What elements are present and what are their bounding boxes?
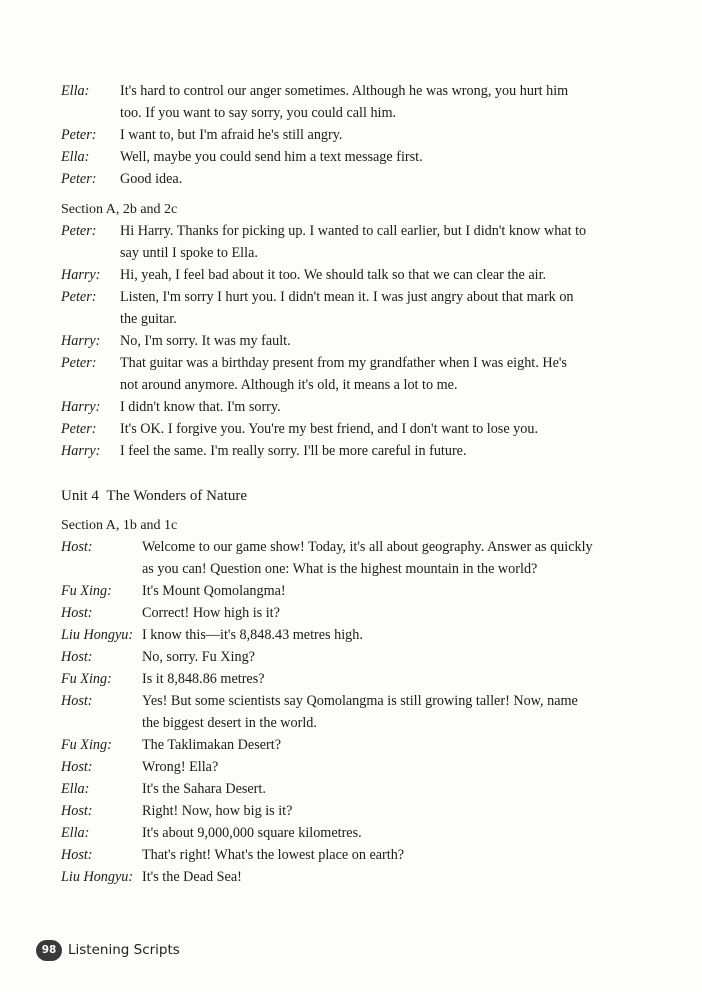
speaker-label: Host:	[61, 759, 93, 775]
speaker-label: Ella:	[61, 781, 90, 797]
speaker-label: Peter:	[61, 223, 97, 239]
speaker-label: Harry:	[61, 333, 101, 349]
dialogue-line: Right! Now, how big is it?	[142, 803, 293, 819]
speaker-label: Liu Hongyu:	[61, 869, 134, 885]
section-heading: Section A, 2b and 2c	[61, 202, 178, 217]
dialogue-line: Listen, I'm sorry I hurt you. I didn't mean it. I was just angry about that mark on	[120, 289, 574, 305]
dialogue-line: The Taklimakan Desert?	[142, 737, 281, 753]
page-footer	[36, 939, 180, 961]
dialogue-line: It's about 9,000,000 square kilometres.	[142, 825, 362, 841]
dialogue-line: Welcome to our game show! Today, it's all about geography. Answer as quickly	[142, 539, 593, 555]
speaker-label: Peter:	[61, 421, 97, 437]
speaker-label: Ella:	[61, 149, 90, 165]
dialogue-line: No, I'm sorry. It was my fault.	[120, 333, 291, 349]
dialogue-line: It's Mount Qomolangma!	[142, 583, 286, 599]
dialogue-line: Yes! But some scientists say Qomolangma is still growing taller! Now, name	[142, 693, 578, 709]
speaker-label: Peter:	[61, 127, 97, 143]
dialogue-line: I know this—it's 8,848.43 metres high.	[142, 627, 363, 643]
section-heading: Section A, 1b and 1c	[61, 518, 178, 533]
speaker-label: Ella:	[61, 83, 90, 99]
speaker-label: Peter:	[61, 171, 97, 187]
dialogue-line: Hi, yeah, I feel bad about it too. We should talk so that we can clear the air.	[120, 267, 547, 283]
dialogue-line: Good idea.	[120, 171, 183, 187]
dialogue-line: I didn't know that. I'm sorry.	[120, 399, 281, 415]
speaker-label: Host:	[61, 803, 93, 819]
speaker-label: Fu Xing:	[61, 671, 112, 687]
dialogue-line: Hi Harry. Thanks for picking up. I wanted to call earlier, but I didn't know what to	[120, 223, 587, 239]
dialogue-line: I feel the same. I'm really sorry. I'll be more careful in future.	[120, 443, 467, 459]
dialogue-line: I want to, but I'm afraid he's still angry.	[120, 127, 343, 143]
dialogue-line: the biggest desert in the world.	[142, 715, 317, 731]
speaker-label: Host:	[61, 539, 93, 555]
dialogue-line: That guitar was a birthday present from my grandfather when I was eight. He's	[120, 355, 567, 371]
speaker-label: Harry:	[61, 443, 101, 459]
dialogue-line: the guitar.	[120, 311, 177, 327]
dialogue-line: It's OK. I forgive you. You're my best friend, and I don't want to lose you.	[120, 421, 539, 437]
dialogue-line: Correct! How high is it?	[142, 605, 280, 621]
speaker-label: Host:	[61, 693, 93, 709]
unit-number: Unit 4	[61, 488, 99, 504]
dialogue-line: say until I spoke to Ella.	[120, 245, 258, 261]
speaker-label: Harry:	[61, 267, 101, 283]
speaker-label: Host:	[61, 649, 93, 665]
dialogue-line: It's the Dead Sea!	[142, 869, 242, 885]
speaker-label: Peter:	[61, 289, 97, 305]
dialogue-line: as you can! Question one: What is the highest mountain in the world?	[142, 561, 538, 577]
dialogue-line: Wrong! Ella?	[142, 759, 219, 775]
dialogue-line: It's hard to control our anger sometimes. Although he was wrong, you hurt him	[120, 83, 569, 99]
dialogue-line: That's right! What's the lowest place on earth?	[142, 847, 405, 863]
dialogue-line: No, sorry. Fu Xing?	[142, 649, 255, 665]
dialogue-line: not around anymore. Although it's old, it means a lot to me.	[120, 377, 458, 393]
dialogue-line: Is it 8,848.86 metres?	[142, 671, 265, 687]
dialogue-line: Well, maybe you could send him a text message first.	[120, 149, 423, 165]
dialogue-line: too. If you want to say sorry, you could call him.	[120, 105, 397, 121]
page-number-badge: 98	[36, 940, 62, 961]
speaker-label: Peter:	[61, 355, 97, 371]
footer-title: Listening Scripts	[68, 942, 180, 958]
speaker-label: Host:	[61, 847, 93, 863]
speaker-label: Liu Hongyu:	[61, 627, 134, 643]
dialogue-line: It's the Sahara Desert.	[142, 781, 266, 797]
speaker-label: Fu Xing:	[61, 737, 112, 753]
unit-heading	[61, 486, 247, 506]
speaker-label: Host:	[61, 605, 93, 621]
speaker-label: Fu Xing:	[61, 583, 112, 599]
speaker-label: Harry:	[61, 399, 101, 415]
unit-title: The Wonders of Nature	[106, 488, 247, 504]
speaker-label: Ella:	[61, 825, 90, 841]
